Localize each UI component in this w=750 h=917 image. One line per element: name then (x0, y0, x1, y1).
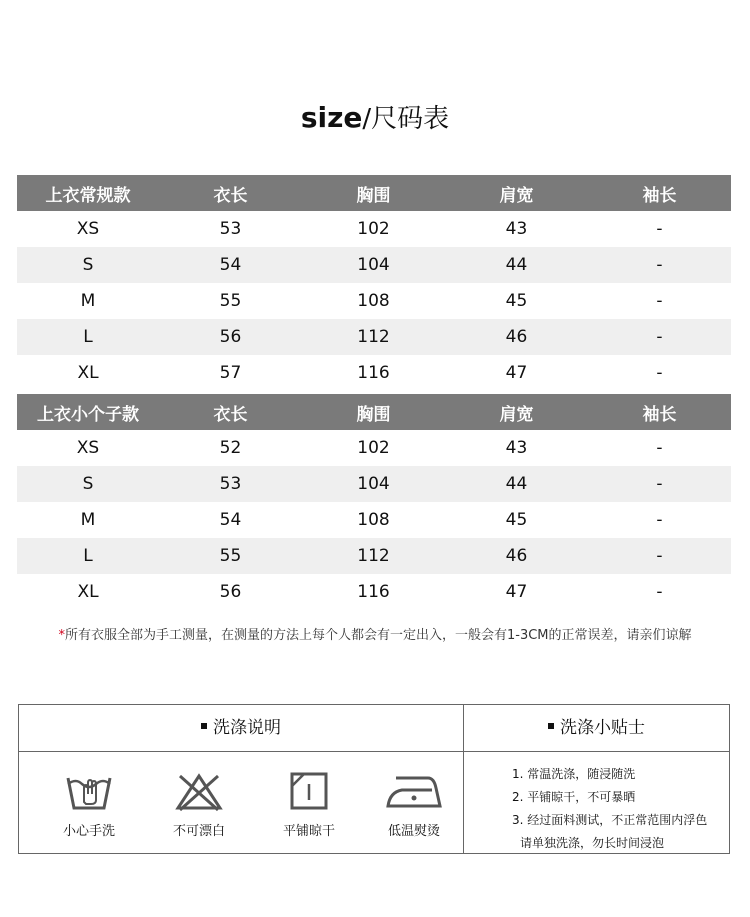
note-text: 所有衣服全部为手工测量，在测量的方法上每个人都会有一定出入，一般会有1-3CM的正常误差，请亲们谅解 (64, 628, 692, 643)
size-cell: L (17, 538, 159, 574)
table-cell: - (656, 582, 663, 602)
care-tips-header (464, 705, 729, 752)
care-tips-title: 洗涤小贴士 (560, 718, 645, 738)
size-table-petite (17, 394, 731, 610)
no-bleach-icon (172, 770, 226, 812)
tip-item: 请单独洗涤，勿长时间浸泡 (520, 836, 665, 850)
table-cell: 116 (357, 363, 390, 383)
table-cell: 45 (505, 510, 528, 530)
table-cell: 56 (159, 319, 302, 355)
page-title (0, 98, 750, 135)
table-cell: 53 (159, 466, 302, 502)
header-cell: 袖长 (588, 394, 731, 430)
table-row (17, 538, 731, 574)
table-cell: 112 (302, 538, 445, 574)
table-cell: - (656, 510, 663, 530)
header-cell: 衣长 (159, 394, 302, 430)
header-cell: 上衣常规款 (17, 175, 159, 211)
size-cell: XL (77, 363, 99, 383)
header-cell: 肩宽 (445, 175, 588, 211)
header-cell: 上衣小个子款 (17, 394, 159, 430)
table-row (17, 466, 731, 502)
table-cell: 104 (302, 466, 445, 502)
table-cell: 102 (357, 438, 390, 458)
table-cell: 57 (219, 363, 242, 383)
table-cell: - (656, 438, 663, 458)
tip-item: 1. 常温洗涤，随浸随洗 (512, 767, 636, 781)
care-item-dry-flat (259, 770, 359, 839)
size-cell: S (17, 247, 159, 283)
table-cell: 55 (159, 538, 302, 574)
table-row (17, 283, 731, 319)
header-cell: 胸围 (302, 175, 445, 211)
table-cell: 116 (357, 582, 390, 602)
table-row (17, 430, 731, 466)
table-cell: 108 (357, 510, 390, 530)
table-cell: 43 (505, 219, 528, 239)
table-cell: - (656, 363, 663, 383)
low-iron-icon (384, 770, 444, 812)
measurement-note (0, 624, 750, 643)
size-cell: XS (76, 438, 100, 458)
table-cell: 44 (445, 247, 588, 283)
care-instructions-title: 洗涤说明 (213, 718, 281, 738)
size-cell: XL (77, 582, 99, 602)
care-item-low-iron (364, 770, 464, 839)
tip-item: 3. 经过面料测试，不正常范围内浮色 (512, 813, 708, 827)
table-row (17, 319, 731, 355)
table-cell: 104 (302, 247, 445, 283)
table-row (17, 211, 731, 247)
table-cell: - (588, 319, 731, 355)
care-label: 小心手洗 (62, 824, 115, 839)
hand-wash-icon (64, 770, 114, 812)
table-cell: - (656, 219, 663, 239)
header-cell: 肩宽 (445, 394, 588, 430)
care-item-hand-wash (39, 770, 139, 839)
table-cell: 43 (505, 438, 528, 458)
table-cell: 44 (445, 466, 588, 502)
table-cell: 52 (219, 438, 242, 458)
care-label: 不可漂白 (172, 824, 225, 839)
care-instructions-header (19, 705, 463, 752)
title-latin: size (300, 101, 363, 134)
table-row (17, 502, 731, 538)
table-cell: - (588, 538, 731, 574)
care-item-no-bleach (149, 770, 249, 839)
care-label: 平铺晾干 (282, 824, 335, 839)
note-asterisk: * (58, 628, 65, 643)
table-cell: 54 (219, 510, 242, 530)
tip-item: 2. 平铺晾干，不可暴晒 (512, 790, 636, 804)
dry-flat-icon (286, 770, 332, 812)
size-cell: M (80, 510, 96, 530)
table-cell: 47 (505, 582, 528, 602)
table-cell: 46 (445, 538, 588, 574)
size-cell: XS (76, 219, 100, 239)
size-cell: L (17, 319, 159, 355)
table-cell: 102 (357, 219, 390, 239)
table-header-row (17, 394, 731, 430)
table-header-row (17, 175, 731, 211)
table-cell: 108 (357, 291, 390, 311)
care-instructions-box (18, 704, 730, 854)
care-icons (19, 752, 463, 853)
bullet-square-icon (548, 723, 554, 729)
table-cell: 46 (445, 319, 588, 355)
header-cell: 衣长 (159, 175, 302, 211)
header-cell: 袖长 (588, 175, 731, 211)
bullet-square-icon (201, 723, 207, 729)
table-cell: 53 (219, 219, 242, 239)
table-cell: 112 (302, 319, 445, 355)
table-cell: - (588, 247, 731, 283)
table-cell: 45 (505, 291, 528, 311)
table-cell: 56 (219, 582, 242, 602)
care-label: 低温熨烫 (387, 824, 440, 839)
table-cell: 54 (159, 247, 302, 283)
table-row (17, 247, 731, 283)
table-row (17, 574, 731, 610)
table-cell: - (656, 291, 663, 311)
size-cell: S (17, 466, 159, 502)
care-tips-panel (464, 705, 729, 853)
table-cell: 47 (505, 363, 528, 383)
table-cell: - (588, 466, 731, 502)
table-row (17, 355, 731, 391)
care-tips-list (512, 763, 707, 855)
size-cell: M (80, 291, 96, 311)
care-instructions-panel (19, 705, 464, 853)
header-cell: 胸围 (302, 394, 445, 430)
size-table-regular (17, 175, 731, 391)
table-cell: 55 (219, 291, 242, 311)
title-cn: /尺码表 (362, 104, 450, 134)
